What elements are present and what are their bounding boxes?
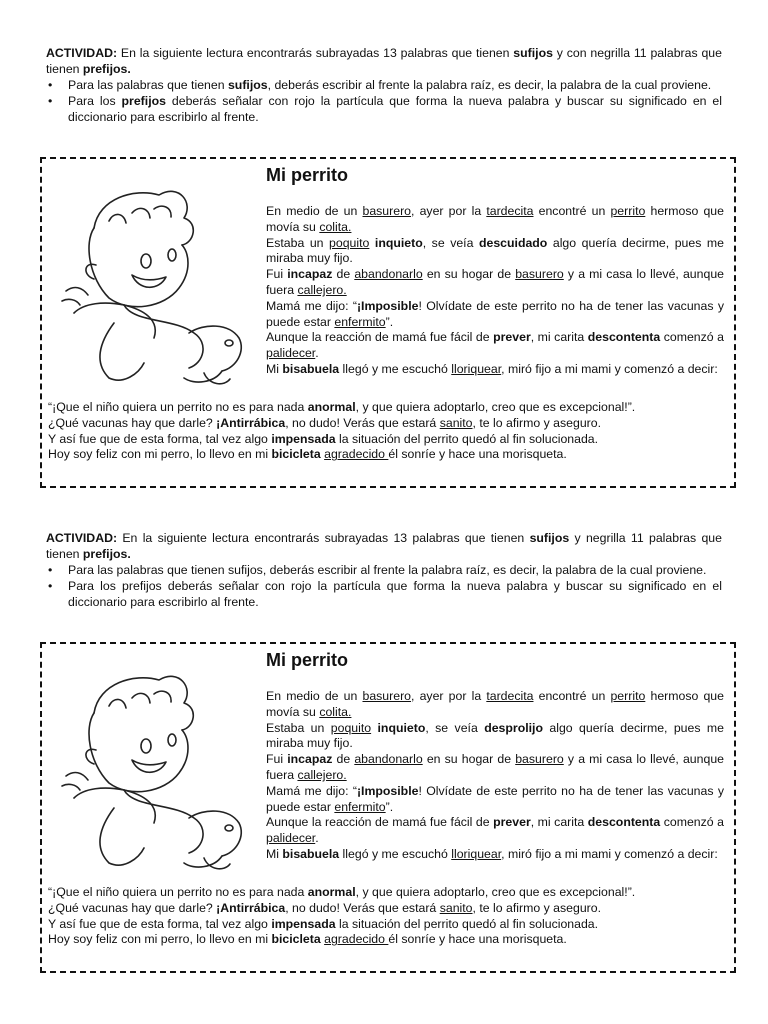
story-text: En medio de un basurero, ayer por la tardecita encontré un perrito hermoso que movía su colita. Estaba un poquito inquieto, se veía desprolijo algo quería decirme, pues me miraba muy fijo. Fui incapaz de abandonarlo en su hogar de basurero y a mi casa lo llevé, aunque fuera callejero. Mamá me dijo: “¡Imposible! Olvídate de este perrito no ha de tener las vacunas y puede estar enfermito”. Aunque la reacción de mamá fue fácil de prever, mi carita descontenta comenzó a palidecer. Mi bisabuela llegó y me escuchó lloriquear, miró fijo a mi mami y comenzó a decir:: [266, 689, 725, 861]
instr-text: En la siguiente lectura encontrarás subrayadas 13 palabras que tienen: [117, 531, 530, 545]
story-title: Mi perrito: [266, 650, 349, 670]
instr-text: y con negrilla 11 palabras que tienen: [46, 46, 722, 76]
instructions: [46, 530, 722, 610]
instr-text: y negrilla 11 palabras que tienen: [46, 531, 722, 561]
story-title: Mi perrito: [266, 165, 349, 185]
story-text: En medio de un basurero, ayer por la tardecita encontré un perrito hermoso que movía su colita. Estaba un poquito inquieto, se veía descuidado algo quería decirme, pues me miraba muy fijo. Fui incapaz de abandonarlo en su hogar de basurero y a mi casa lo llevé, aunque fuera callejero. Mamá me dijo: “¡Imposible! Olvídate de este perrito no ha de tener las vacunas y puede estar enfermito”. Aunque la reacción de mamá fue fácil de prever, mi carita descontenta comenzó a palidecer. Mi bisabuela llegó y me escuchó lloriquear, miró fijo a mi mami y comenzó a decir:: [266, 204, 725, 376]
instr-bold: sufijos: [513, 46, 553, 60]
instr-bullet-2: • Para los prefijos deberás señalar con rojo la partícula que forma la nueva palabra y buscar su significado en el diccionario para escribirlo al frente.: [68, 578, 722, 610]
boy-and-dog-illustration: [54, 173, 254, 393]
instr-bold: prefijos.: [82, 547, 131, 561]
instr-bullet-1: • Para las palabras que tienen sufijos, deberás escribir al frente la palabra raíz, es decir, la palabra de la cual proviene.: [68, 77, 722, 93]
instr-bullet-2: • Para los prefijos deberás señalar con rojo la partícula que forma la nueva palabra y buscar su significado en el diccionario para escribirlo al frente.: [68, 93, 722, 125]
activity-label: ACTIVIDAD:: [46, 46, 118, 60]
instr-text: En la siguiente lectura encontrarás subrayadas 13 palabras que tienen: [117, 46, 514, 60]
instr-bold: prefijos.: [82, 62, 131, 76]
instr-bullet-1: • Para las palabras que tienen sufijos, deberás escribir al frente la palabra raíz, es decir, la palabra de la cual proviene.: [68, 562, 722, 578]
story-ending: “¡Que el niño quiera un perrito no es para nada anormal, y que quiera adoptarlo, creo que es excepcional!”. ¿Qué vacunas hay que darle? ¡Antirrábica, no dudo! Verás que estará sanito, te lo afirmo y aseguro. Y así fue que de esta forma, tal vez algo impensada la situación del perrito quedó al fin solucionada. Hoy soy feliz con mi perro, lo llevo en mi bicicleta agradecido él sonríe y hace una morisqueta.: [48, 885, 636, 947]
instr-bold: sufijos: [529, 531, 570, 545]
worksheet-1: [0, 0, 768, 500]
activity-label: ACTIVIDAD:: [46, 531, 118, 545]
instructions: [46, 45, 722, 125]
story-box: [40, 642, 736, 973]
story-box: [40, 157, 736, 488]
worksheet-2: [0, 485, 768, 985]
story-ending: “¡Que el niño quiera un perrito no es para nada anormal, y que quiera adoptarlo, creo que es excepcional!”. ¿Qué vacunas hay que darle? ¡Antirrábica, no dudo! Verás que estará sanito, te lo afirmo y aseguro. Y así fue que de esta forma, tal vez algo impensada la situación del perrito quedó al fin solucionada. Hoy soy feliz con mi perro, lo llevo en mi bicicleta agradecido él sonríe y hace una morisqueta.: [48, 400, 636, 462]
boy-and-dog-illustration: [54, 658, 254, 878]
